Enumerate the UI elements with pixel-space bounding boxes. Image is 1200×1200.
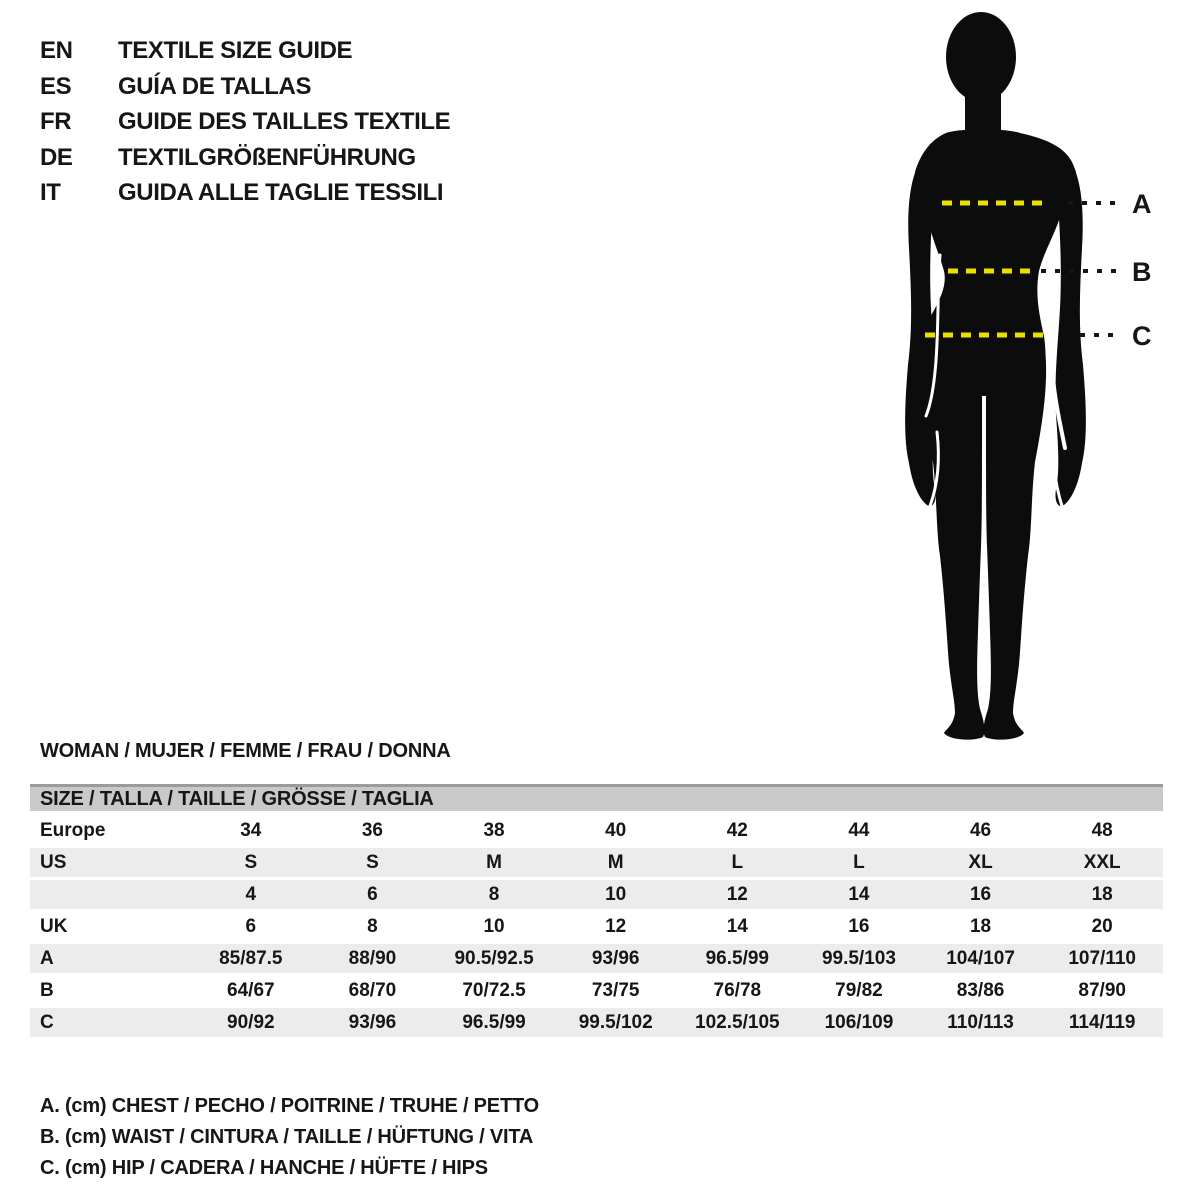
table-cell: 12 [677,878,799,910]
table-cell: 73/75 [555,974,677,1006]
legend-hip: C. (cm) HIP / CADERA / HANCHE / HÜFTE / HIPS [40,1157,488,1179]
size-table-header: SIZE / TALLA / TAILLE / GRÖSSE / TAGLIA [30,784,1163,814]
table-cell: 99.5/102 [555,1006,677,1038]
section-title: WOMAN / MUJER / FEMME / FRAU / DONNA [40,740,451,762]
table-cell: 16 [920,878,1042,910]
silhouette-right-arm [1055,168,1085,506]
marker-label-b: B [1132,257,1152,287]
table-cell: 10 [433,910,555,942]
table-cell: 6 [190,910,312,942]
table-cell: M [555,846,677,878]
silhouette-legs [922,340,1046,740]
table-cell: 8 [433,878,555,910]
table-cell: 93/96 [312,1006,434,1038]
table-cell: 87/90 [1041,974,1163,1006]
table-cell: 110/113 [920,1006,1042,1038]
table-cell: 44 [798,814,920,846]
woman-silhouette [880,0,1160,750]
lang-row-es [40,69,450,105]
table-cell: 79/82 [798,974,920,1006]
row-label: B [30,974,190,1006]
table-cell: XL [920,846,1042,878]
table-cell: 36 [312,814,434,846]
table-cell: 38 [433,814,555,846]
lang-label: TEXTILE SIZE GUIDE [118,37,353,64]
table-cell: 90/92 [190,1006,312,1038]
table-cell: 88/90 [312,942,434,974]
lang-label: GUIDA ALLE TAGLIE TESSILI [118,179,444,206]
measurement-figure [880,0,1160,750]
table-cell: 4 [190,878,312,910]
table-cell: 64/67 [190,974,312,1006]
table-row-us-numeric [30,878,1163,910]
marker-label-c: C [1132,321,1152,351]
lang-row-en [40,33,450,69]
table-cell: 76/78 [677,974,799,1006]
table-cell: 18 [920,910,1042,942]
table-row-chest [30,942,1163,974]
lang-row-fr [40,104,450,140]
table-cell: 85/87.5 [190,942,312,974]
row-label: US [30,846,190,878]
table-cell: 90.5/92.5 [433,942,555,974]
table-cell: 14 [798,878,920,910]
row-label: C [30,1006,190,1038]
table-cell: 6 [312,878,434,910]
row-label: A [30,942,190,974]
lang-label: GUÍA DE TALLAS [118,72,312,100]
table-cell: 96.5/99 [433,1006,555,1038]
table-cell: 34 [190,814,312,846]
table-cell: M [433,846,555,878]
table-cell: 42 [677,814,799,846]
table-row-us-letter [30,846,1163,878]
row-label [30,878,190,910]
table-cell: L [798,846,920,878]
lang-code: EN [40,37,73,64]
table-cell: 102.5/105 [677,1006,799,1038]
lang-label: GUIDE DES TAILLES TEXTILE [118,108,451,135]
table-cell: 96.5/99 [677,942,799,974]
table-cell: 16 [798,910,920,942]
table-cell: XXL [1041,846,1163,878]
table-cell: 40 [555,814,677,846]
size-table [30,784,1163,1038]
table-cell: 83/86 [920,974,1042,1006]
language-list [40,33,450,211]
table-row-europe [30,814,1163,846]
lang-code: ES [40,72,72,100]
table-row-uk [30,910,1163,942]
table-cell: 70/72.5 [433,974,555,1006]
lang-code: DE [40,143,73,171]
table-row-hip [30,1006,1163,1038]
lang-row-it [40,175,450,211]
table-cell: 18 [1041,878,1163,910]
table-cell: 46 [920,814,1042,846]
legend-waist: B. (cm) WAIST / CINTURA / TAILLE / HÜFTUNG / VITA [40,1126,534,1148]
table-cell: 8 [312,910,434,942]
lang-row-de [40,140,450,176]
table-cell: 68/70 [312,974,434,1006]
table-cell: 104/107 [920,942,1042,974]
measurement-legend [40,1091,539,1184]
marker-label-a: A [1132,189,1152,219]
table-cell: 12 [555,910,677,942]
table-cell: S [190,846,312,878]
lang-label: TEXTILGRÖßENFÜHRUNG [118,143,416,171]
table-cell: 20 [1041,910,1163,942]
table-cell: 10 [555,878,677,910]
legend-chest: A. (cm) CHEST / PECHO / POITRINE / TRUHE / PETTO [40,1095,539,1117]
table-cell: 48 [1041,814,1163,846]
table-cell: 107/110 [1041,942,1163,974]
lang-code: IT [40,179,61,206]
table-cell: L [677,846,799,878]
row-label: Europe [30,814,190,846]
table-cell: 14 [677,910,799,942]
row-label: UK [30,910,190,942]
table-cell: 99.5/103 [798,942,920,974]
lang-code: FR [40,108,72,135]
table-cell: 106/109 [798,1006,920,1038]
table-cell: 114/119 [1041,1006,1163,1038]
table-cell: 93/96 [555,942,677,974]
table-row-waist [30,974,1163,1006]
table-cell: S [312,846,434,878]
